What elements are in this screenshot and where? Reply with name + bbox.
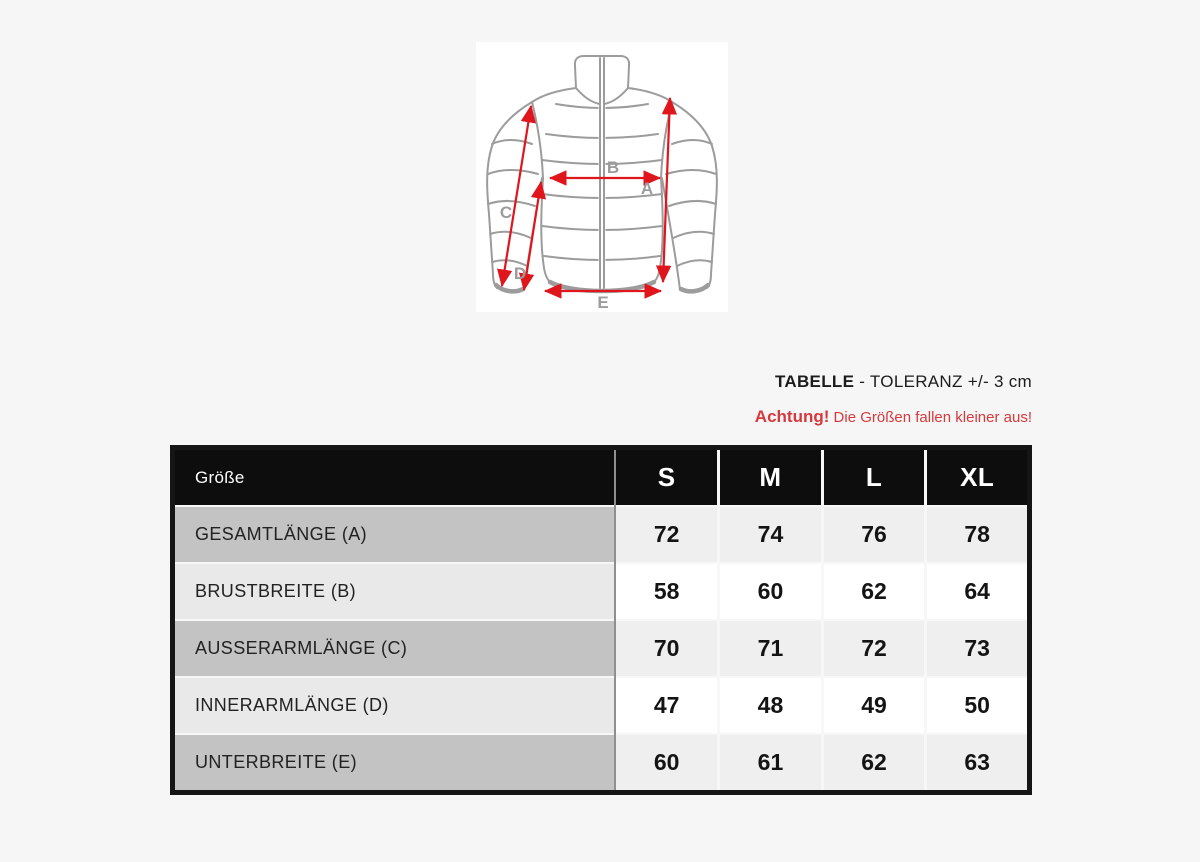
measurement-value: 49 (822, 677, 926, 734)
measurement-value: 72 (615, 506, 719, 563)
tolerance-note (755, 372, 1032, 392)
measure-label-D: D (513, 264, 527, 283)
attention-note (755, 407, 1032, 427)
measurement-value: 60 (615, 734, 719, 793)
measure-label-E: E (597, 293, 609, 312)
measurement-value: 78 (926, 506, 1030, 563)
measure-label-B: B (606, 158, 620, 177)
size-column-header: L (822, 448, 926, 507)
measure-label-A: A (640, 179, 654, 198)
table-row (173, 734, 1030, 793)
measure-label-C: C (499, 203, 513, 222)
table-row (173, 620, 1030, 677)
jacket-measurement-diagram (476, 42, 728, 312)
measurement-label: AUSSERARMLÄNGE (C) (173, 620, 616, 677)
measurement-value: 70 (615, 620, 719, 677)
size-column-header: XL (926, 448, 1030, 507)
measurement-value: 74 (719, 506, 823, 563)
attention-note-text: Die Größen fallen kleiner aus! (829, 409, 1032, 426)
jacket-diagram-svg (476, 42, 728, 312)
measurement-value: 76 (822, 506, 926, 563)
table-row (173, 563, 1030, 620)
size-table (170, 445, 1032, 795)
size-column-header: M (719, 448, 823, 507)
measurement-label: GESAMTLÄNGE (A) (173, 506, 616, 563)
measurement-value: 64 (926, 563, 1030, 620)
size-table-header-label: Größe (173, 448, 616, 507)
measurement-value: 73 (926, 620, 1030, 677)
measurement-value: 47 (615, 677, 719, 734)
arrow-C (499, 106, 531, 286)
table-notes (755, 372, 1032, 427)
measurement-value: 72 (822, 620, 926, 677)
attention-note-title: Achtung! (754, 407, 830, 426)
measurement-value: 62 (822, 734, 926, 793)
size-column-header: S (615, 448, 719, 507)
size-table-body (173, 506, 1030, 793)
measurement-label: BRUSTBREITE (B) (173, 563, 616, 620)
measurement-value: 62 (822, 563, 926, 620)
tolerance-note-title: TABELLE (774, 372, 855, 391)
measurement-value: 58 (615, 563, 719, 620)
size-table-wrap (170, 445, 1032, 795)
table-row (173, 677, 1030, 734)
measurement-value: 61 (719, 734, 823, 793)
measurement-value: 63 (926, 734, 1030, 793)
tolerance-note-text: - TOLERANZ +/- 3 cm (854, 372, 1032, 391)
size-table-head-row (173, 448, 1030, 507)
measurement-value: 50 (926, 677, 1030, 734)
measurement-value: 48 (719, 677, 823, 734)
table-row (173, 506, 1030, 563)
measurement-label: UNTERBREITE (E) (173, 734, 616, 793)
measurement-value: 71 (719, 620, 823, 677)
measurement-label: INNERARMLÄNGE (D) (173, 677, 616, 734)
measurement-value: 60 (719, 563, 823, 620)
